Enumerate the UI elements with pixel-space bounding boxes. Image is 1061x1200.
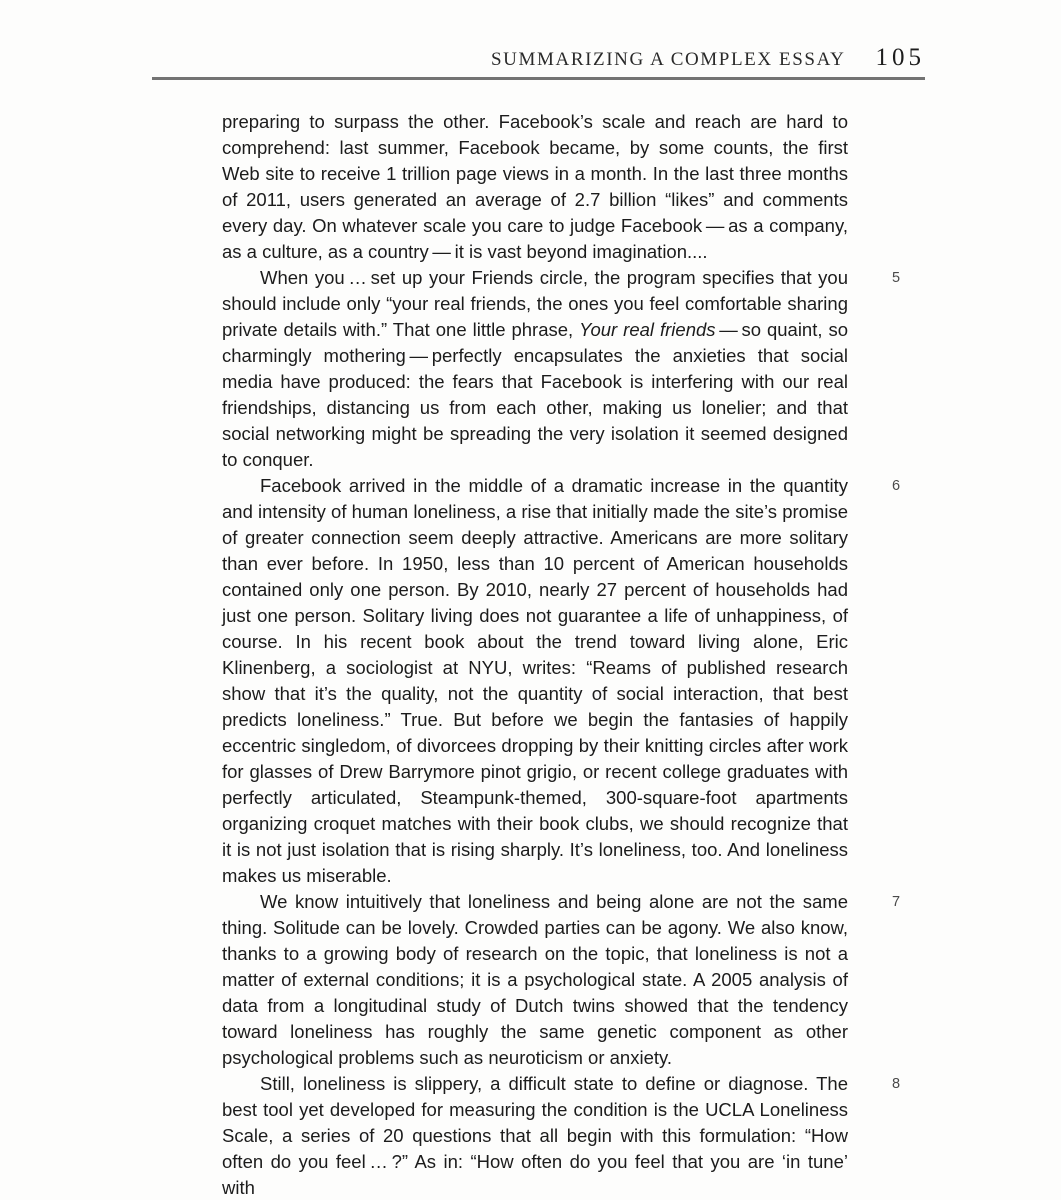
paragraph-number: 8 [892,1076,901,1092]
paragraph [222,473,901,889]
paragraph-text: — so quaint, so charmingly mothering — perfectly encapsulates the anxieties that social media have produced: the fears that Facebook is interfering with our real friendships, distancing us from each other, making us lonelier; and that social networking might be spreading the very isolation it seemed designed to conquer. [222,319,849,470]
paragraph-text: We know intuitively that loneliness and being alone are not the same thing. Solitude can be lovely. Crowded parties can be agony. We also know, thanks to a growing body of research on the topic, that loneliness is not a matter of external conditions; it is a psychological state. A 2005 analysis of data from a longitudinal study of Dutch twins showed that the tendency toward loneliness has roughly the same genetic component as other psychological problems such as neuroticism or anxiety. [222,891,848,1068]
page-number: 105 [875,44,925,71]
paragraph-text: Still, loneliness is slippery, a difficult state to define or diagnose. The best tool yet developed for measuring the condition is the UCLA Loneliness Scale, a series of 20 questions that all begin with this formulation: “How often do you feel … ?” As in: “How often do you feel that you are ‘in tune’ with [222,1073,848,1198]
paragraph [222,265,901,473]
paragraph-number: 5 [892,270,901,286]
paragraph [222,109,848,265]
running-head [152,44,925,80]
paragraph-number: 7 [892,894,901,910]
running-head-title: SUMMARIZING A COMPLEX ESSAY [491,49,846,70]
paragraph-number: 6 [892,478,901,494]
italic-text: Your real friends [579,319,716,340]
paragraph-text: Facebook arrived in the middle of a dramatic increase in the quantity and intensity of human loneliness, a rise that initially made the site’s promise of greater connection seem deeply attractive. Americans are more solitary than ever before. In 1950, less than 10 percent of American households contained only one person. By 2010, nearly 27 percent of households had just one person. Solitary living does not guarantee a life of unhappiness, of course. In his recent book about the trend toward living alone, Eric Klinenberg, a sociologist at NYU, writes: “Reams of published research show that it’s the quality, not the quantity of social interaction, that best predicts loneliness.” True. But before we begin the fantasies of happily eccentric singledom, of divorcees dropping by their knitting circles after work for glasses of Drew Barrymore pinot grigio, or recent college graduates with perfectly articulated, Steampunk-themed, 300-square-foot apartments organizing croquet matches with their book clubs, we should recognize that it is not just isolation that is rising sharply. It’s loneliness, too. And loneliness makes us miserable. [222,475,848,886]
paragraph-text: When you … set up your Friends circle, the program specifies that you should include only “your real friends, the ones you feel comfortable sharing private details with.” That one little phrase, [222,267,848,340]
paragraph [222,889,901,1071]
paragraph-text: preparing to surpass the other. Facebook’s scale and reach are hard to comprehend: last summer, Facebook became, by some counts, the first Web site to receive 1 trillion page views in a month. In the last three months of 2011, users generated an average of 2.7 billion “likes” and comments every day. On whatever scale you care to judge Facebook — as a company, as a culture, as a country — it is vast beyond imagination.... [222,111,848,262]
body-text [222,109,901,1200]
paragraph [222,1071,901,1200]
